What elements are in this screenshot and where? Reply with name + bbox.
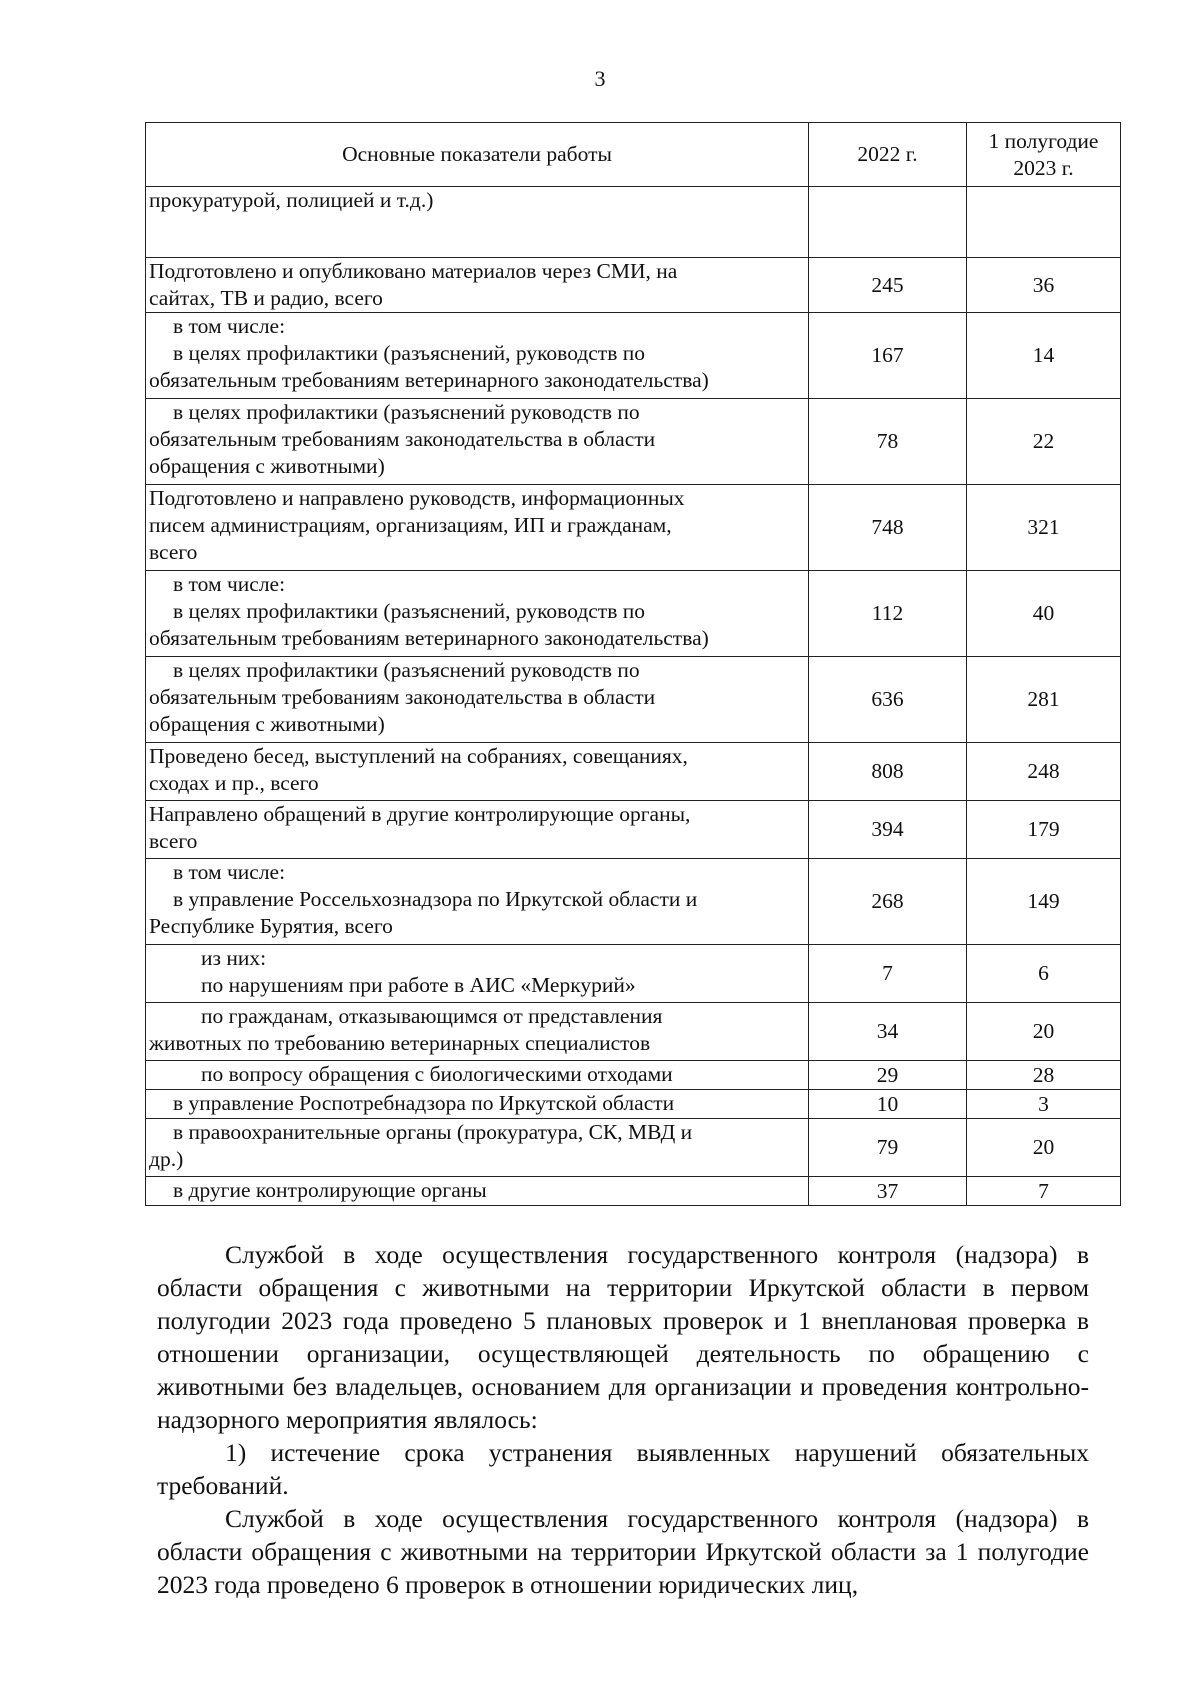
value-2023-cell: 40 [967, 571, 1121, 657]
table-row [146, 657, 1121, 743]
table-row [146, 313, 1121, 399]
value-2022-cell: 636 [809, 657, 967, 743]
indicator-line: животных по требованию ветеринарных специалистов [149, 1031, 651, 1055]
table-row [146, 801, 1121, 859]
indicator-cell [146, 1090, 809, 1119]
table-row [146, 187, 1121, 258]
table-row [146, 1003, 1121, 1061]
indicator-cell [146, 187, 809, 258]
value-2022-cell: 10 [809, 1090, 967, 1119]
value-2022-cell: 7 [809, 945, 967, 1003]
indicator-line: в целях профилактики (разъяснений руководств по [173, 400, 640, 424]
value-2023-cell: 321 [967, 485, 1121, 571]
value-2023-cell: 22 [967, 399, 1121, 485]
indicator-line: Проведено бесед, выступлений на собраниях, совещаниях, [149, 744, 688, 768]
indicator-cell [146, 859, 809, 945]
indicator-cell [146, 313, 809, 399]
value-2023-cell: 281 [967, 657, 1121, 743]
value-2023-cell: 179 [967, 801, 1121, 859]
indicator-line: сайтах, ТВ и радио, всего [149, 286, 383, 310]
value-2023-cell: 248 [967, 743, 1121, 801]
indicator-line: в том числе: [173, 572, 286, 596]
table-row [146, 399, 1121, 485]
table-row [146, 1090, 1121, 1119]
indicator-line: обязательным требованиям законодательства в области [149, 427, 656, 451]
table-row [146, 485, 1121, 571]
value-2023-cell: 3 [967, 1090, 1121, 1119]
paragraph-1: Службой в ходе осуществления государственного контроля (надзора) в области обращения с животными на территории Иркутской области в первом полугодии 2023 года проведено 5 плановых проверок и 1 внеплановая проверка в отношении организации, осуществляющей деятельность по обращению с животными без владельцев, основанием для организации и проведения контрольно-надзорного мероприятия являлось: [157, 1240, 1089, 1434]
indicator-line: Направлено обращений в другие контролирующие органы, [149, 802, 691, 826]
indicator-cell [146, 571, 809, 657]
table-row [146, 859, 1121, 945]
value-2022-cell: 29 [809, 1061, 967, 1090]
indicator-line: в другие контролирующие органы [173, 1178, 487, 1202]
value-2023-cell: 36 [967, 258, 1121, 313]
indicator-line: в целях профилактики (разъяснений руководств по [173, 658, 640, 682]
indicator-line: прокуратурой, полицией и т.д.) [149, 188, 434, 212]
indicator-line: в том числе: [173, 314, 286, 338]
value-2022-cell: 394 [809, 801, 967, 859]
indicator-line: в управление Роспотребнадзора по Иркутской области [173, 1091, 675, 1115]
indicator-line: по вопросу обращения с биологическими отходами [201, 1062, 673, 1086]
indicator-cell [146, 1061, 809, 1090]
paragraph-2: 1) истечение срока устранения выявленных нарушений обязательных требований. [157, 1438, 1089, 1500]
header-2023-half: 1 полугодие 2023 г. [967, 123, 1121, 187]
table-row [146, 258, 1121, 313]
indicator-line: обращения с животными) [149, 454, 385, 478]
indicator-line: в целях профилактики (разъяснений, руководств по [173, 599, 645, 623]
table-header-row [146, 123, 1121, 187]
indicator-line: обращения с животными) [149, 712, 385, 736]
indicator-line: Подготовлено и опубликовано материалов через СМИ, на [149, 259, 678, 283]
indicator-cell [146, 743, 809, 801]
indicator-line: по нарушениям при работе в АИС «Меркурий» [201, 973, 636, 997]
value-2022-cell: 808 [809, 743, 967, 801]
value-2022-cell: 245 [809, 258, 967, 313]
indicator-line: в том числе: [173, 860, 286, 884]
indicator-line: в управление Россельхознадзора по Иркутской области и [173, 887, 698, 911]
value-2022-cell: 78 [809, 399, 967, 485]
indicator-cell [146, 485, 809, 571]
indicator-line: в целях профилактики (разъяснений, руководств по [173, 341, 645, 365]
indicator-line: Республике Бурятия, всего [149, 914, 393, 938]
table-row [146, 1177, 1121, 1206]
indicator-line: в правоохранительные органы (прокуратура, СК, МВД и [173, 1120, 693, 1144]
value-2022-cell [809, 187, 967, 258]
indicator-cell [146, 1119, 809, 1177]
indicator-cell [146, 801, 809, 859]
table-row [146, 1061, 1121, 1090]
table-body [146, 187, 1121, 1206]
indicator-line: Подготовлено и направлено руководств, информационных [149, 486, 685, 510]
value-2023-cell [967, 187, 1121, 258]
indicators-table [145, 122, 1121, 1206]
table-row [146, 743, 1121, 801]
page-number: 3 [594, 66, 606, 91]
indicator-line: писем администрациям, организациям, ИП и гражданам, [149, 513, 672, 537]
indicator-cell [146, 657, 809, 743]
indicator-line: всего [149, 540, 198, 564]
value-2022-cell: 79 [809, 1119, 967, 1177]
value-2022-cell: 167 [809, 313, 967, 399]
header-indicators: Основные показатели работы [146, 123, 809, 187]
paragraph-3: Службой в ходе осуществления государственного контроля (надзора) в области обращения с животными на территории Иркутской области за 1 полугодие 2023 года проведено 6 проверок в отношении юридических лиц, [157, 1504, 1089, 1599]
indicator-line: из них: [201, 946, 267, 970]
indicator-cell [146, 1003, 809, 1061]
table-row [146, 571, 1121, 657]
value-2023-cell: 7 [967, 1177, 1121, 1206]
value-2022-cell: 268 [809, 859, 967, 945]
indicator-line: обязательным требованиям ветеринарного законодательства) [149, 368, 709, 392]
indicator-line: обязательным требованиям ветеринарного законодательства) [149, 626, 709, 650]
indicator-line: сходах и пр., всего [149, 771, 319, 795]
indicator-cell [146, 1177, 809, 1206]
value-2022-cell: 748 [809, 485, 967, 571]
header-2022: 2022 г. [809, 123, 967, 187]
value-2022-cell: 37 [809, 1177, 967, 1206]
indicator-line: др.) [149, 1147, 184, 1171]
value-2023-cell: 6 [967, 945, 1121, 1003]
indicator-line: обязательным требованиям законодательства в области [149, 685, 656, 709]
body-text [157, 1238, 1089, 1601]
table-row [146, 1119, 1121, 1177]
value-2023-cell: 28 [967, 1061, 1121, 1090]
indicator-line: всего [149, 829, 198, 853]
value-2023-cell: 149 [967, 859, 1121, 945]
value-2023-cell: 20 [967, 1119, 1121, 1177]
value-2022-cell: 112 [809, 571, 967, 657]
indicator-cell [146, 399, 809, 485]
indicator-line: по гражданам, отказывающимся от представления [201, 1004, 663, 1028]
value-2023-cell: 20 [967, 1003, 1121, 1061]
indicator-cell [146, 258, 809, 313]
indicator-cell [146, 945, 809, 1003]
value-2022-cell: 34 [809, 1003, 967, 1061]
table-row [146, 945, 1121, 1003]
value-2023-cell: 14 [967, 313, 1121, 399]
